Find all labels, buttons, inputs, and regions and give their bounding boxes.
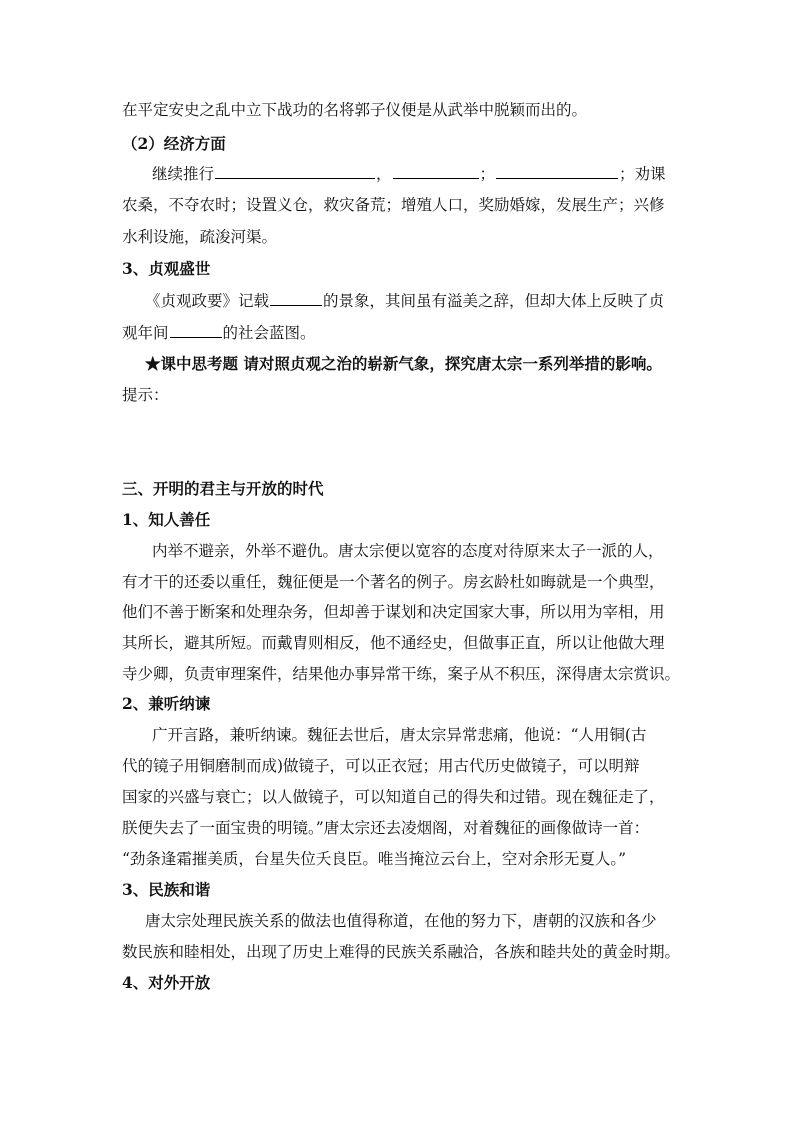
text-line: 水利设施，疏浚河渠。 [122,228,278,246]
text-fragment: 观年间 [122,324,169,342]
text-fragment: 的社会蓝图。 [222,324,316,342]
text-fragment: 继续推行 [152,165,215,183]
fill-in-blank[interactable] [393,164,479,179]
fill-in-blank[interactable] [215,164,375,179]
text-line: 农桑，不夺农时；设置义仓，救灾备荒；增殖人口，奖励婚嫁，发展生产；兴修 [122,196,665,214]
text-line: 在平定安史之乱中立下战功的名将郭子仪便是从武举中脱颖而出的。 [122,101,588,119]
text-fragment: ， [376,165,392,183]
section-heading: 4、对外开放 [122,973,211,992]
text-line: 他们不善于断案和处理杂务，但却善于谋划和决定国家大事，所以用为宰相，用 [122,603,665,621]
fill-in-blank[interactable] [170,323,222,338]
fill-in-blank[interactable] [496,164,618,179]
hint-label: 提示： [122,386,169,404]
text-line: 代的镜子用铜磨制而成)做镜子，可以正衣冠；用古代历史做镜子，可以明辩 [122,757,640,775]
text-line: 国家的兴盛与衰亡；以人做镜子，可以知道自己的得失和过错。现在魏征走了， [122,788,665,806]
text-line: 其所长，避其所短。而戴胄则相反，他不通经史，但做事正直，所以让他做大理 [122,634,665,652]
section-heading-zhenguan: 3、贞观盛世 [122,259,211,278]
text-line: 广开言路，兼听纳谏。魏征去世后，唐太宗异常悲痛，他说：“人用铜(古 [152,726,647,744]
section-heading: 1、知人善任 [122,510,211,529]
text-line: 寺少卿，负责审理案件，结果他办事异常干练，案子从不积压，深得唐太宗赏识。 [122,665,681,683]
text-line: 有才干的还委以重任，魏征便是一个著名的例子。房玄龄杜如晦就是一个典型， [122,573,665,591]
text-line: 内举不避亲，外举不避仇。唐太宗便以宽容的态度对待原来太子一派的人， [152,542,664,560]
text-line-fill-in [0,323,794,343]
section-heading: 2、兼听纳谏 [122,694,211,713]
text-line-fill-in [0,291,794,311]
text-fragment: 《贞观政要》记载 [145,292,270,310]
text-line-fill-in [0,164,794,184]
subsection-heading-economy: （2）经济方面 [122,134,226,153]
section-heading: 3、民族和谐 [122,880,211,899]
text-line: 朕便失去了一面宝贵的明镜。”唐太宗还去凌烟阁，对着魏征的画像做诗一首： [122,819,650,837]
text-fragment: ；劝课 [619,165,666,183]
text-line: 数民族和睦相处，出现了历史上难得的民族关系融洽，各族和睦共处的黄金时期。 [122,943,681,961]
fill-in-blank[interactable] [270,291,322,306]
text-fragment: 的景象，其间虽有溢美之辞，但却大体上反映了贞 [323,292,665,310]
text-line: 唐太宗处理民族关系的做法也值得称道，在他的努力下，唐朝的汉族和各少 [145,912,657,930]
thinking-question: ★课中思考题 请对照贞观之治的崭新气象，探究唐太宗一系列举措的影响。 [145,354,662,373]
text-fragment: ； [479,165,496,183]
chapter-heading: 三、开明的君主与开放的时代 [122,479,324,498]
poem-line: “劲条逢霜摧美质，台星失位夭良臣。唯当掩泣云台上，空对余形无夏人。” [122,850,627,868]
